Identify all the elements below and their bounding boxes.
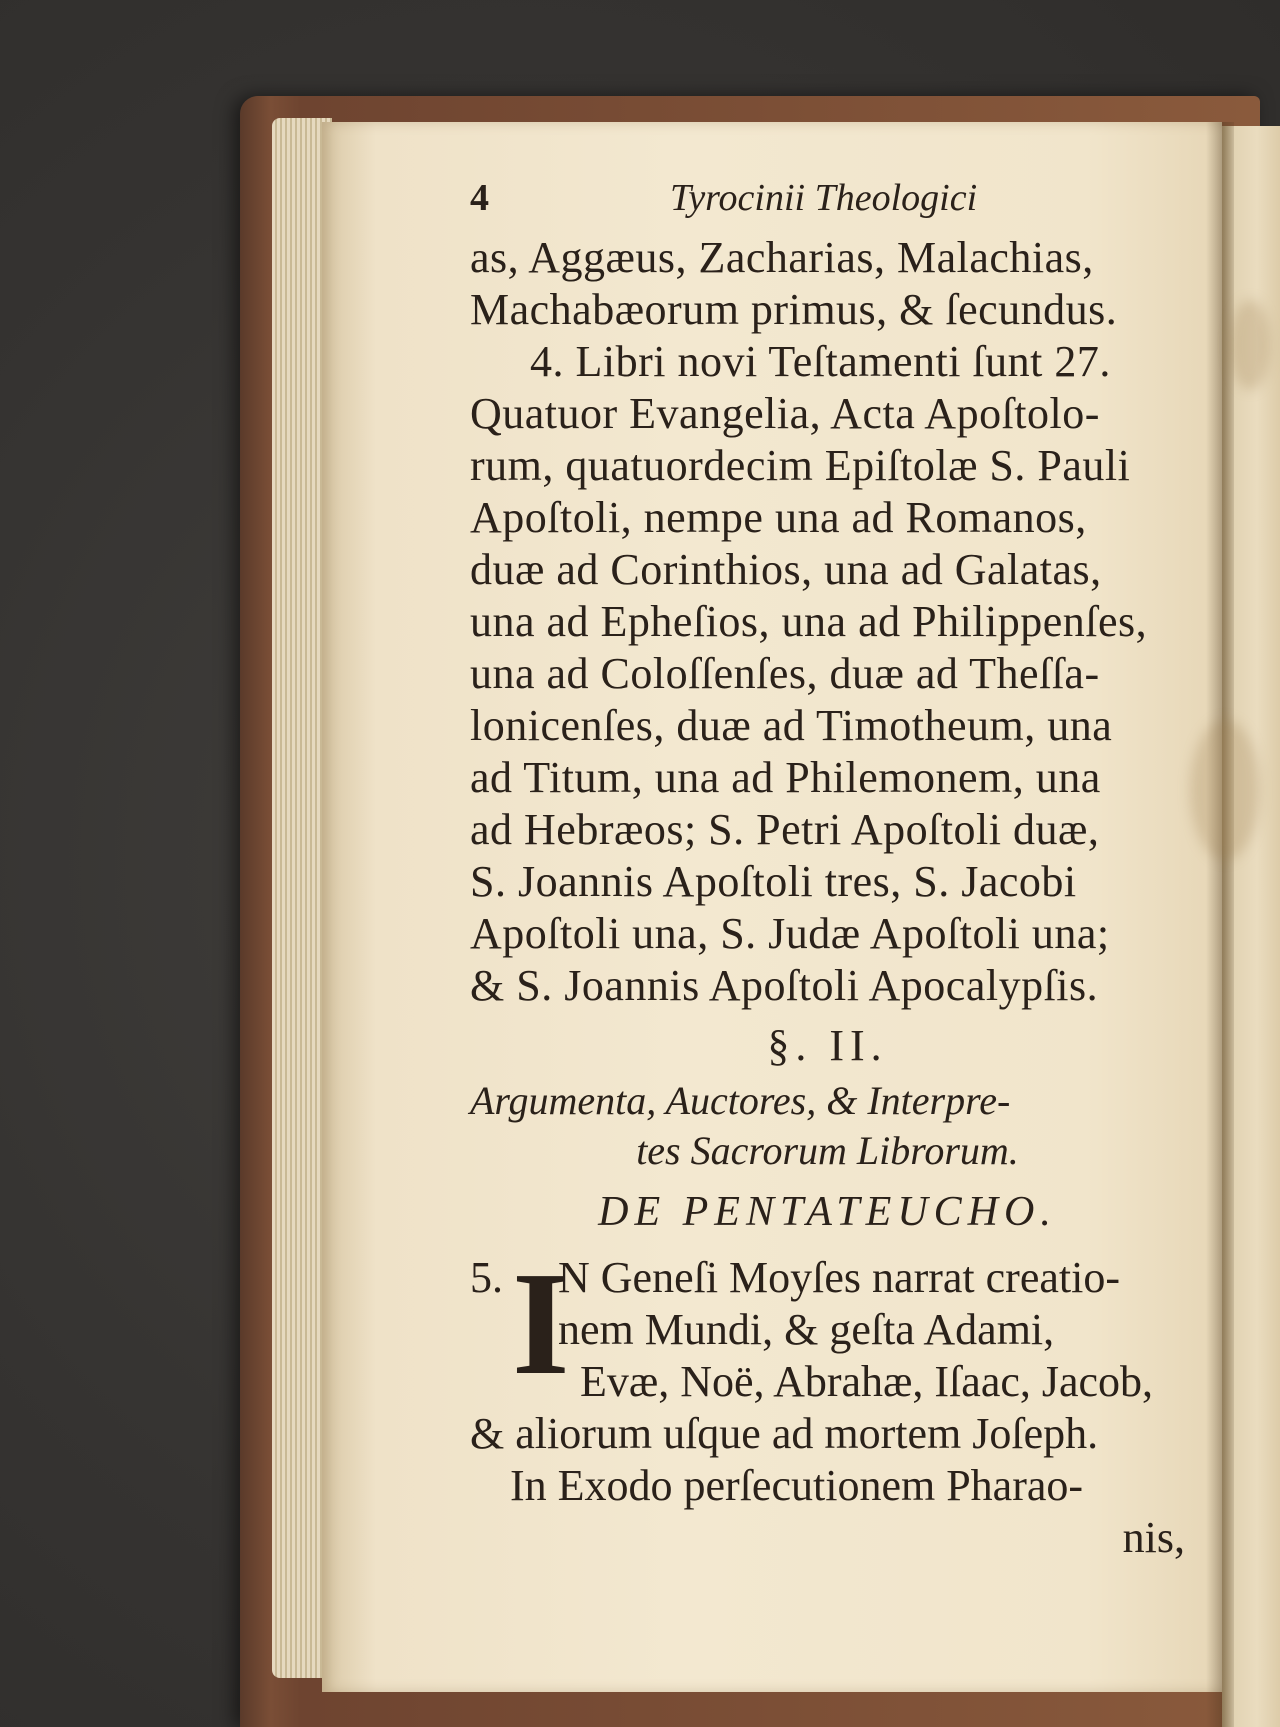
section-subheading: tes Sacrorum Librorum. xyxy=(636,1128,1019,1173)
text-line: ad Hebræos; S. Petri Apoſtoli duæ, xyxy=(470,805,1100,854)
text-line: ad Titum, una ad Philemonem, una xyxy=(470,753,1101,802)
text-line: duæ ad Corinthios, una ad Galatas, xyxy=(470,545,1102,594)
text-line: una ad Epheſios, una ad Philippenſes, xyxy=(470,597,1148,646)
text-line: Machabæorum primus, & ſecundus. xyxy=(470,285,1118,334)
section-mark: §. II. xyxy=(767,1021,888,1070)
text-line: Evæ, Noë, Abrahæ, Iſaac, Jacob, xyxy=(580,1357,1154,1406)
catchword: nis, xyxy=(1122,1513,1185,1562)
text-line: & S. Joannis Apoſtoli Apocalypſis. xyxy=(470,961,1099,1010)
text-line: Apoſtoli, nempe una ad Romanos, xyxy=(470,493,1087,542)
text-line: lonicenſes, duæ ad Timotheum, una xyxy=(470,701,1113,750)
page-stain xyxy=(1190,720,1260,860)
page-header xyxy=(470,172,1185,232)
text-line: Apoſtoli una, S. Judæ Apoſtoli una; xyxy=(470,909,1110,958)
gutter-shadow xyxy=(1206,122,1234,1727)
text-line: Quatuor Evangelia, Acta Apoſtolo- xyxy=(470,389,1100,438)
text-line: as, Aggæus, Zacharias, Malachias, xyxy=(470,233,1094,282)
text-line: & aliorum uſque ad mortem Joſeph. xyxy=(470,1409,1099,1458)
paragraph-number: 5. xyxy=(470,1253,503,1302)
page-number: 4 xyxy=(470,177,489,219)
text-line: 4. Libri novi Teſtamenti ſunt 27. xyxy=(530,337,1111,386)
text-line: N Geneſi Moyſes narrat creatio- xyxy=(558,1253,1120,1302)
running-title: Tyrocinii Theologici xyxy=(670,177,978,219)
paragraph-5 xyxy=(470,1242,1185,1512)
text-line: nem Mundi, & geſta Adami, xyxy=(558,1305,1055,1354)
chapter-heading: DE PENTATEUCHO. xyxy=(598,1189,1057,1235)
text-line: S. Joannis Apoſtoli tres, S. Jacobi xyxy=(470,857,1077,906)
page-text xyxy=(470,172,1185,1564)
drop-cap: I xyxy=(512,1242,570,1406)
section-subheading: Argumenta, Auctores, & Interpre- xyxy=(470,1078,1011,1123)
text-line: rum, quatuordecim Epiſtolæ S. Pauli xyxy=(470,441,1131,490)
text-line: una ad Coloſſenſes, duæ ad Theſſa- xyxy=(470,649,1100,698)
text-line: In Exodo perſecutionem Pharao- xyxy=(510,1461,1084,1510)
page-stain xyxy=(1230,300,1270,390)
